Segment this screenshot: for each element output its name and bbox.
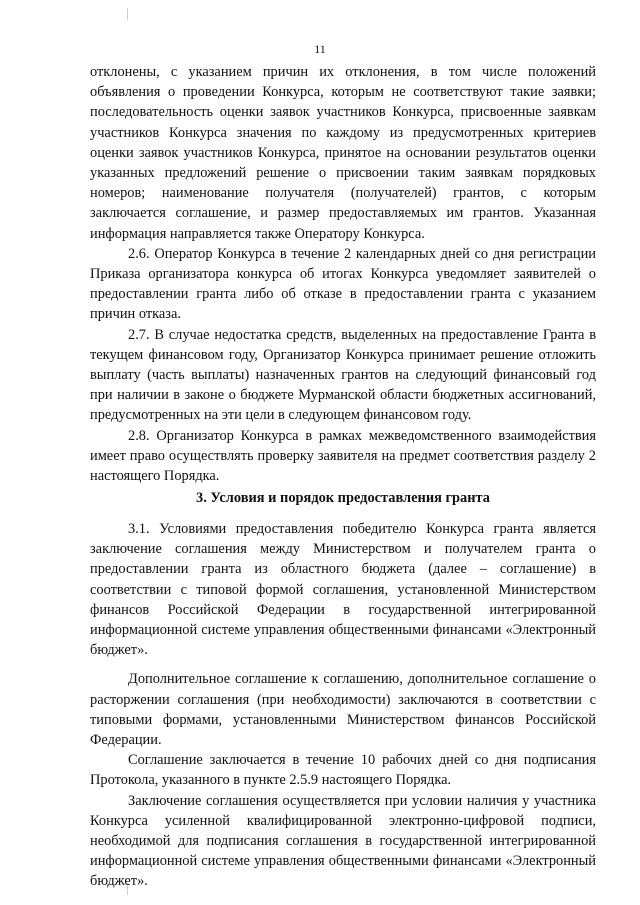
- paragraph-3-1: 3.1. Условиями предоставления победителю Конкурса гранта является заключение соглашения между Министерством и получателем гранта о предоставлении гранта из областного бюджета (далее – соглашение) в соответствии с типовой формой соглашения, установленной Министерством финансов Российской Федерации в государственной интегрированной информационной системе управления общественными финансами «Электронный бюджет».: [90, 521, 596, 659]
- section-3-body: [90, 519, 596, 892]
- paragraph-agreement-signature: Заключение соглашения осуществляется при условии наличия у участника Конкурса усиленной квалифицированной электронно-цифровой подписи, необходимой для подписания соглашения в государственной интегрированной информационной системе управления общественными финансами «Электронный бюджет».: [90, 792, 596, 890]
- paragraph-continuation: отклонены, с указанием причин их отклонения, в том числе положений объявления о проведении Конкурса, которым не соответствуют такие заявки; последовательность оценки заявок участников Конкурса, присвоенные заявкам участников Конкурса значения по каждому из предусмотренных критериев оценки заявок участников Конкурса, принятое на основании результатов оценки указанных предложений решение о присвоении таким заявкам порядковых номеров; наименование получателя (получателей) грантов, с которым заключается соглашение, и размер предоставляемых им грантов. Указанная информация направляется также Оператору Конкурса.: [90, 64, 596, 242]
- page-number: 11: [314, 42, 326, 56]
- section-3-heading: 3. Условия и порядок предоставления гранта: [196, 490, 490, 506]
- section-2-continuation: [90, 62, 596, 486]
- paragraph-2-8: 2.8. Организатор Конкурса в рамках межведомственного взаимодействия имеет право осуществлять проверку заявителя на предмет соответствия разделу 2 настоящего Порядка.: [90, 427, 596, 485]
- paragraph-additional-agreement: Дополнительное соглашение к соглашению, дополнительное соглашение о расторжении соглашения (при необходимости) заключаются в соответствии с типовыми формами, установленными Министерством финансов Российской Федерации.: [90, 671, 596, 749]
- paragraph-2-7: 2.7. В случае недостатка средств, выделенных на предоставление Гранта в текущем финансовом году, Организатор Конкурса принимает решение отложить выплату (часть выплаты) назначенных грантов на следующий финансовый год при наличии в законе о бюджете Мурманской области бюджетных ассигнований, предусмотренных на эти цели в следующем финансовом году.: [90, 326, 596, 424]
- paragraph-2-6: 2.6. Оператор Конкурса в течение 2 календарных дней со дня регистрации Приказа организатора конкурса об итогах Конкурса уведомляет заявителей о предоставлении гранта либо об отказе в предоставлении гранта с указанием причин отказа.: [90, 245, 596, 323]
- scan-mark: [127, 8, 128, 20]
- paragraph-agreement-term: Соглашение заключается в течение 10 рабочих дней со дня подписания Протокола, указанного в пункте 2.5.9 настоящего Порядка.: [90, 752, 596, 789]
